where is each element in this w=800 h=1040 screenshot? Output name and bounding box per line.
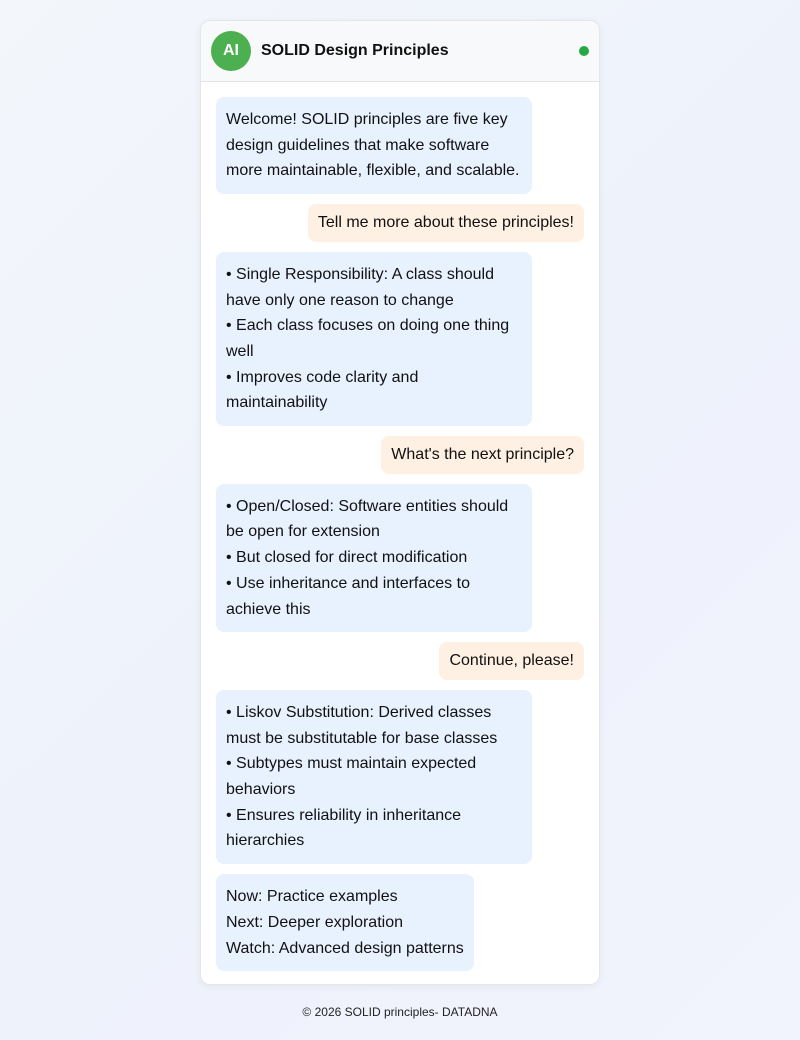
- chat-title: SOLID Design Principles: [261, 42, 449, 59]
- avatar: AI: [211, 31, 251, 71]
- bot-message: • Single Responsibility: A class should have only one reason to change • Each class focuses on doing one thing well • Improves code clarity and maintainability: [216, 252, 532, 426]
- user-message: Continue, please!: [439, 642, 584, 680]
- bot-message: Welcome! SOLID principles are five key design guidelines that make software more maintainable, flexible, and scalable.: [216, 97, 532, 194]
- online-status-icon: [579, 46, 589, 56]
- user-message: Tell me more about these principles!: [308, 204, 584, 242]
- message-list: [201, 82, 599, 981]
- chat-header: [201, 21, 599, 82]
- footer-copyright: © 2026 SOLID principles- DATADNA: [302, 1005, 498, 1019]
- user-message: What's the next principle?: [381, 436, 584, 474]
- bot-message: Now: Practice examples Next: Deeper exploration Watch: Advanced design patterns: [216, 874, 474, 971]
- chat-window: [200, 20, 600, 985]
- bot-message: • Liskov Substitution: Derived classes must be substitutable for base classes • Subtypes must maintain expected behaviors • Ensures reliability in inheritance hierarchies: [216, 690, 532, 864]
- bot-message: • Open/Closed: Software entities should be open for extension • But closed for direct modification • Use inheritance and interfaces to achieve this: [216, 484, 532, 633]
